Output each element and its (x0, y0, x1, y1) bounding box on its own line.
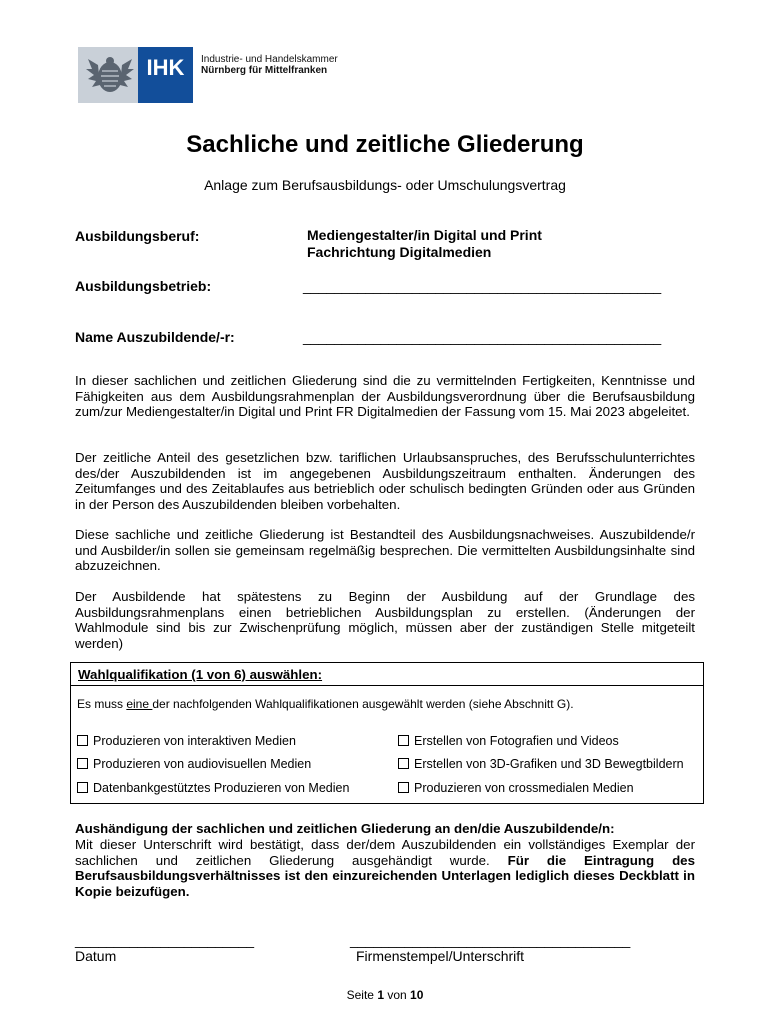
eagle-icon (78, 47, 138, 103)
ihk-logo (78, 47, 340, 103)
name-blank-line[interactable]: ______________________________________________ (303, 329, 662, 345)
option-label: Produzieren von crossmedialen Medien (414, 781, 634, 795)
beruf-value-line-1: Mediengestalter/in Digital und Print (307, 227, 542, 243)
handover-title: Aushändigung der sachlichen und zeitlichen Gliederung an den/die Auszubildende/n: (75, 821, 615, 836)
option-label: Erstellen von Fotografien und Videos (414, 734, 619, 748)
wahl-note (77, 697, 574, 711)
checkbox-icon[interactable] (77, 758, 88, 769)
wahlqualifikation-box (70, 662, 704, 804)
betrieb-blank-line[interactable]: ______________________________________________ (303, 278, 662, 294)
option-label: Datenbankgestütztes Produzieren von Medien (93, 781, 350, 795)
paragraph-2: Der zeitliche Anteil des gesetzlichen bzw. tariflichen Urlaubsanspruches, des Berufsschulunterrichtes des/der Auszubildenden ist im angegebenen Ausbildungszeitraum enthalten. Änderungen des Zeitumfanges und des Zeitablaufes aus betrieblich oder schulisch bedingten Gründen oder aus Gründen in der Person des Auszubildenden bleiben vorbehalten. (75, 450, 695, 512)
stamp-signature-label: Firmenstempel/Unterschrift (356, 948, 525, 964)
handover-bold: Für die Eintragung des Berufsausbildungsverhältnisses ist den einzureichenden Unterlagen lediglich dieses Deckblatt in Kopie beizufügen. (75, 852, 695, 899)
checkbox-icon[interactable] (77, 782, 88, 793)
page-title: Sachliche und zeitliche Gliederung (186, 131, 584, 158)
handover-text (75, 837, 695, 899)
stamp-signature-line[interactable]: ____________________________________ (350, 932, 631, 948)
date-line[interactable]: _______________________ (75, 932, 255, 948)
checkbox-icon[interactable] (398, 782, 409, 793)
betrieb-label: Ausbildungsbetrieb: (75, 278, 212, 294)
checkbox-icon[interactable] (398, 735, 409, 746)
logo-line-2: Nürnberg für Mittelfranken (201, 65, 328, 76)
paragraph-1: In dieser sachlichen und zeitlichen Gliederung sind die zu vermittelnden Fertigkeiten, Kenntnisse und Fähigkeiten aus dem Ausbildungsrahmenplan der Ausbildungsverordnung über die Berufsausbildung zum/zur Mediengestalter/in Digital und Print FR Digitalmedien der Fassung vom 15. Mai 2023 abgeleitet. (75, 373, 695, 419)
wahl-option-datenbankgestuetzt[interactable] (77, 781, 349, 795)
beruf-value (307, 227, 542, 261)
handover-body: Mit dieser Unterschrift wird bestätigt, dass der/dem Auszubildenden ein vollständiges Exemplar der sachlichen und zeitlichen Gliederung ausgehändigt wurde. (75, 837, 695, 868)
footer-middle: von (384, 988, 411, 1002)
wahl-option-audiovisuelle-medien[interactable] (77, 757, 311, 771)
logo-line-1: Industrie- und Handelskammer (201, 54, 338, 65)
footer-page: 1 (377, 988, 384, 1002)
wahl-heading: Wahlqualifikation (1 von 6) auswählen: (78, 667, 323, 682)
beruf-label: Ausbildungsberuf: (75, 228, 200, 244)
checkbox-icon[interactable] (77, 735, 88, 746)
page-number (0, 988, 770, 1002)
beruf-value-line-2: Fachrichtung Digitalmedien (307, 244, 492, 260)
logo-text (201, 54, 338, 76)
wahl-divider (71, 685, 703, 686)
footer-prefix: Seite (346, 988, 378, 1002)
logo-emblem-panel (78, 47, 138, 103)
option-label: Produzieren von audiovisuellen Medien (93, 757, 312, 771)
logo-abbr: IHK (146, 55, 185, 80)
wahl-note-before: Es muss (77, 697, 127, 711)
paragraph-3: Diese sachliche und zeitliche Gliederung ist Bestandteil des Ausbildungsnachweises. Auszubildende/r und Ausbilder/in sollen sie gemeinsam regelmäßig besprechen. Die vermittelten Ausbildungsinhalte sind abzuzeichnen. (75, 527, 695, 573)
option-label: Produzieren von interaktiven Medien (93, 734, 296, 748)
wahl-option-interaktive-medien[interactable] (77, 734, 296, 748)
wahl-note-emph: eine (126, 697, 153, 711)
wahl-option-crossmediale-medien[interactable] (398, 781, 634, 795)
page-subtitle: Anlage zum Berufsausbildungs- oder Umschulungsvertrag (204, 177, 566, 193)
date-label: Datum (75, 948, 117, 964)
wahl-option-3d-grafiken[interactable] (398, 757, 684, 771)
wahl-option-fotografien-videos[interactable] (398, 734, 619, 748)
paragraph-4: Der Ausbildende hat spätestens zu Beginn der Ausbildung auf der Grundlage des Ausbildungsrahmenplans einen betrieblichen Ausbildungsplan zu erstellen. (Änderungen der Wahlmodule sind bis zur Zwischenprüfung möglich, müssen aber der zuständigen Stelle mitgeteilt werden) (75, 589, 695, 651)
name-label: Name Auszubildende/-r: (75, 329, 235, 345)
option-label: Erstellen von 3D-Grafiken und 3D Bewegtbildern (414, 757, 684, 771)
checkbox-icon[interactable] (398, 758, 409, 769)
wahl-note-after: der nachfolgenden Wahlqualifikationen ausgewählt werden (siehe Abschnitt G). (152, 697, 574, 711)
footer-total: 10 (410, 988, 424, 1002)
